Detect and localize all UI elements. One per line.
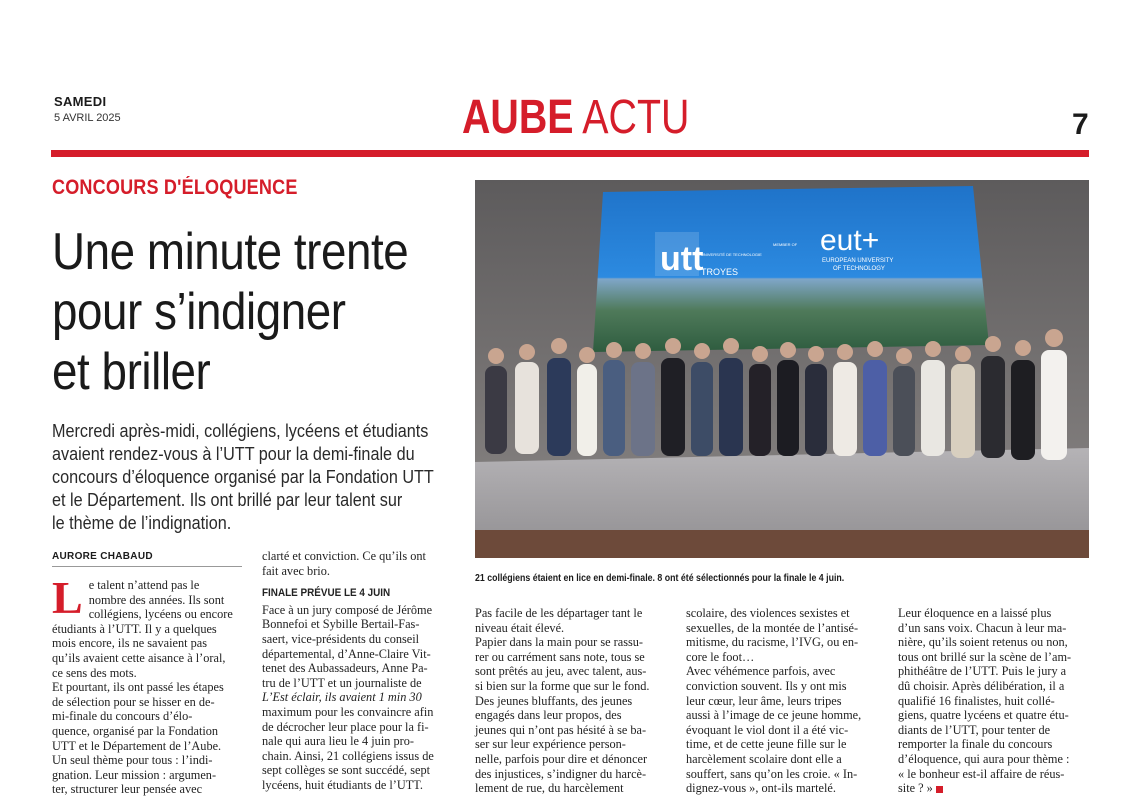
body-line: des injustices, s’indigner du harcè- [475, 766, 647, 781]
lead-line: le thème de l’indignation. [52, 513, 232, 533]
article-column-1 [52, 572, 242, 797]
body-line: nale qui aura lieu le 4 juin pro- [262, 734, 414, 749]
article-column-4 [686, 606, 878, 796]
drop-cap: L [52, 572, 83, 623]
date-day: SAMEDI [54, 94, 107, 109]
article-photo [475, 180, 1089, 558]
body-line: ce sens des mots. [52, 665, 137, 680]
body-line: remporter la finale du concours [898, 737, 1053, 752]
body-line: tenet des Aubassadeurs, Anne Pa- [262, 661, 428, 676]
page-number: 7 [1072, 108, 1089, 141]
body-line: sept collèges se sont succédé, sept [262, 763, 431, 778]
article-subheading: FINALE PRÉVUE LE 4 JUIN [262, 587, 391, 600]
utt-logo-subtitle: UNIVERSITÉ DE TECHNOLOGIE [701, 252, 762, 257]
eut-logo-subtitle-2: OF TECHNOLOGY [833, 266, 885, 272]
body-line: qualifié 16 finalistes, huit collé- [898, 693, 1055, 708]
photo-caption: 21 collégiens étaient en lice en demi-finale. 8 ont été sélectionnés pour la finale le 4 juin. [475, 573, 845, 584]
body-line-final [898, 781, 1090, 796]
body-line: chain. Ainsi, 21 collégiens issus de [262, 748, 434, 763]
body-line: giens, quatre lycéens et quatre étu- [898, 708, 1069, 723]
body-line: Un seul thème pour tous : l’indi- [52, 753, 213, 768]
eut-logo-subtitle-1: EUROPEAN UNIVERSITY [822, 258, 894, 264]
body-line: « le bonheur est-il affaire de réus- [898, 766, 1065, 781]
body-line: Avec véhémence parfois, avec [686, 664, 836, 679]
body-line: Pas facile de les départager tant le [475, 606, 643, 620]
body-line: core le foot… [686, 649, 755, 664]
body-line: rer ou carrément sans note, tous se [475, 649, 645, 664]
stage-photo-illustration [475, 180, 1089, 558]
body-line: saert, vice-présidents du conseil [262, 631, 420, 646]
body-line: clarté et conviction. Ce qu’ils ont [262, 549, 426, 563]
member-of-label: MEMBER OF [773, 242, 798, 247]
body-line: lement de rue, du harcèlement [475, 781, 624, 796]
body-line: dû choisir. Après délibération, il a [898, 678, 1065, 693]
body-line: lycéens, huit étudiants de l’UTT. [262, 777, 423, 792]
body-line: étudiants à l’UTT. Il y a quelques [52, 621, 217, 636]
body-line: niveau était élevé. [475, 620, 565, 635]
body-line: qu’ils avaient cette aisance à l’oral, [52, 650, 226, 665]
body-line: Face à un jury composé de Jérôme [262, 602, 433, 617]
body-line: si bien sur la forme que sur le fond. [475, 678, 650, 693]
body-line: ser sur leur expérience person- [475, 737, 626, 752]
lead-line: et le Département. Ils ont brillé par leur talent sur [52, 490, 403, 510]
section-title-bold: AUBE [462, 91, 574, 144]
body-line: conviction souvent. Ils y ont mis [686, 678, 847, 693]
body-line: L’Est éclair, ils avaient 1 min 30 [262, 690, 422, 705]
article-column-2 [262, 549, 454, 793]
body-line: ter, structurer leur pensée avec [52, 782, 203, 797]
eut-logo: eut+ [820, 224, 880, 257]
article-headline [52, 222, 466, 402]
lead-line: concours d’éloquence organisé par la Fondation UTT [52, 467, 434, 487]
body-line: diants de l’UTT, pour tenter de [898, 722, 1051, 737]
article-lead [52, 420, 439, 535]
body-line: collégiens, lycéens ou encore [88, 607, 233, 622]
body-line: phithéâtre de l’UTT. Puis le jury a [898, 664, 1067, 679]
body-line: nière, qu’ils soient retenus ou non, [898, 635, 1068, 650]
article-column-5 [898, 606, 1090, 796]
byline-divider [52, 566, 242, 567]
body-line: engagés dans leur propos, des [475, 708, 622, 723]
body-line: aussi à l’image de ce jeune homme, [686, 708, 862, 723]
article-column-3 [475, 606, 667, 796]
body-line: jeunes qui n’ont pas hésité à se ba- [475, 722, 647, 737]
body-line: sont prêtés au jeu, avec talent, aus- [475, 664, 647, 679]
body-line: mitisme, du racisme, l’IVG, ou en- [686, 635, 859, 650]
body-line: Papier dans la main pour se rassu- [475, 635, 644, 650]
headline-line: Une minute trente [52, 223, 409, 281]
body-line: maximum pour les convaincre afin [262, 704, 434, 719]
body-line: de sélection pour se hisser en de- [52, 694, 215, 709]
headline-line: pour s’indigner [52, 283, 346, 341]
utt-logo-city: TROYES [701, 267, 739, 277]
body-line: nombre des années. Ils sont [88, 592, 225, 607]
body-line: tous ont brillé sur la scène de l’am- [898, 649, 1072, 664]
body-line: Leur éloquence en a laissé plus [898, 606, 1052, 620]
final-line-text: site ? » [898, 781, 933, 796]
body-line: tru de l’UTT et un journaliste de [262, 675, 422, 690]
section-title-light: ACTU [582, 91, 690, 144]
headline-line: et briller [52, 343, 211, 401]
header-divider [51, 150, 1089, 157]
body-line: mois encore, ils ne savaient pas [52, 636, 208, 651]
body-line: UTT et le Département de l’Aube. [52, 738, 222, 753]
body-line: quence, organisé par la Fondation [52, 723, 219, 738]
body-line: harcèlement scolaire dont elle a [686, 751, 842, 766]
body-line: mi-finale du concours d’élo- [52, 709, 193, 724]
utt-logo: utt [660, 240, 704, 278]
body-line: Des jeunes bluffants, des jeunes [475, 693, 633, 708]
body-line: départemental, d’Anne-Claire Vit- [262, 646, 431, 661]
publication-date: 5 AVRIL 2025 [54, 112, 121, 124]
article-kicker: CONCOURS D'ÉLOQUENCE [52, 176, 298, 199]
body-line: fait avec brio. [262, 563, 330, 578]
body-line: Et pourtant, ils ont passé les étapes [52, 680, 224, 695]
body-line: leur cœur, leur âme, leurs tripes [686, 693, 842, 708]
body-line: Bonnefoi et Sybille Bertail-Fas- [262, 617, 420, 632]
author-byline: AURORE CHABAUD [52, 551, 153, 562]
body-line: souffert, sans qu’on les croie. « In- [686, 766, 858, 781]
lead-line: avaient rendez-vous à l’UTT pour la demi-finale du [52, 444, 415, 464]
body-line: time, et de cette jeune fille sur le [686, 737, 847, 752]
body-line: d’éloquence, qui aura pour thème : [898, 751, 1070, 766]
body-line: évoquant le viol dont il a été vic- [686, 722, 849, 737]
body-line: d’un sans voix. Chacun à leur ma- [898, 620, 1067, 635]
body-line: de décrocher leur place pour la fi- [262, 719, 429, 734]
end-of-article-mark [936, 786, 943, 793]
body-line: sexuelles, de la montée de l’antisé- [686, 620, 859, 635]
body-line: gnation. Leur mission : argumen- [52, 767, 217, 782]
body-line: dignez-vous », ont-ils martelé. [686, 781, 836, 796]
section-title [462, 92, 689, 144]
lead-line: Mercredi après-midi, collégiens, lycéens et étudiants [52, 421, 429, 441]
body-line: e talent n’attend pas le [88, 578, 200, 592]
body-line: nelle, parfois pour dire et dénoncer [475, 751, 648, 766]
body-line: scolaire, des violences sexistes et [686, 606, 850, 620]
